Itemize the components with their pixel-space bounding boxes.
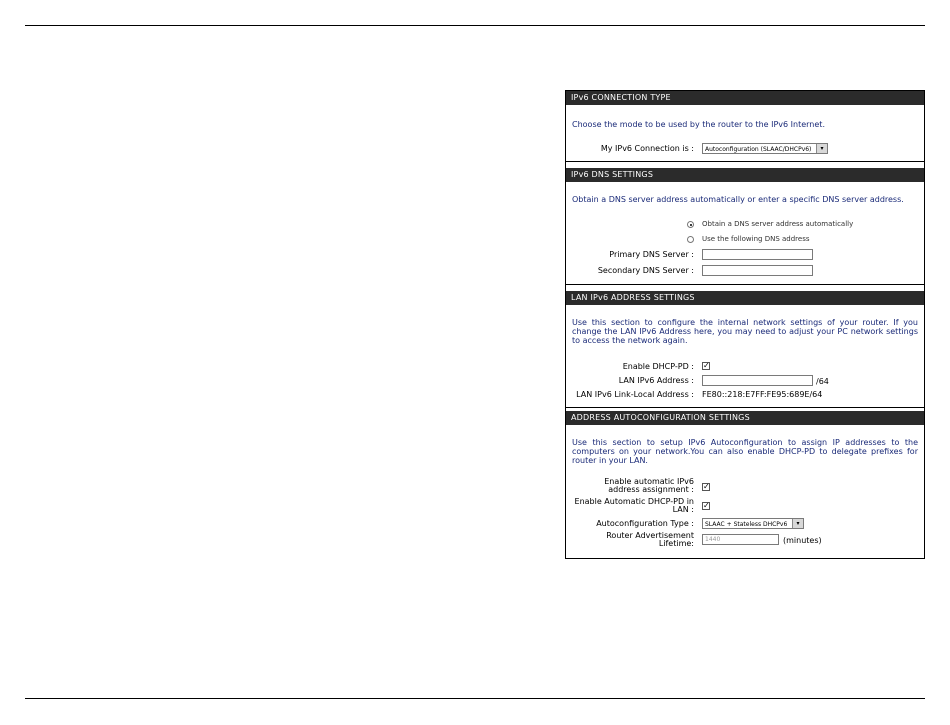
ra-lifetime-label-line2: Lifetime:: [658, 539, 694, 548]
enable-auto-assign-checkbox[interactable]: [702, 483, 710, 491]
chevron-down-icon[interactable]: ▾: [792, 519, 803, 528]
dns-auto-option-label: Obtain a DNS server address automatically: [702, 220, 854, 228]
my-connection-label: My IPv6 Connection is :: [600, 144, 694, 153]
secondary-dns-input[interactable]: [702, 265, 813, 276]
section-divider: [566, 284, 924, 285]
lan-address-row: [566, 375, 924, 387]
dns-auto-radio[interactable]: [687, 221, 694, 228]
autoconf-type-label: Autoconfiguration Type :: [596, 519, 694, 528]
connection-type-selected-value: Autoconfiguration (SLAAC/DHCPv6): [705, 146, 812, 153]
autoconf-type-select[interactable]: [702, 518, 804, 529]
enable-dhcp-pd-label: Enable DHCP-PD :: [622, 362, 694, 371]
dns-settings-header: IPv6 DNS SETTINGS: [566, 168, 924, 182]
dns-manual-radio[interactable]: [687, 236, 694, 243]
enable-dhcppd-lan-label: [575, 498, 694, 514]
autoconf-section: [566, 411, 924, 425]
enable-dhcp-pd-row: [566, 361, 924, 373]
lan-address-label: LAN IPv6 Address :: [618, 376, 694, 385]
dns-manual-option-label: Use the following DNS address: [702, 235, 810, 243]
ra-lifetime-row: [566, 532, 924, 550]
my-connection-row: [566, 143, 924, 155]
connection-type-select[interactable]: [702, 143, 828, 154]
lan-address-input[interactable]: [702, 375, 813, 386]
link-local-row: [566, 390, 924, 402]
checkmark-icon: ✓: [703, 361, 710, 370]
lan-settings-section: [566, 291, 924, 305]
ra-lifetime-input[interactable]: 1440: [702, 534, 779, 545]
ra-lifetime-unit: (minutes): [783, 536, 822, 545]
secondary-dns-label: Secondary DNS Server :: [597, 266, 694, 275]
enable-auto-assign-label: [604, 478, 694, 494]
section-divider: [566, 161, 924, 162]
bottom-rule: [25, 698, 925, 699]
dns-auto-option-row: [566, 220, 924, 232]
primary-dns-input[interactable]: [702, 249, 813, 260]
autoconf-header: ADDRESS AUTOCONFIGURATION SETTINGS: [566, 411, 924, 425]
primary-dns-row: [566, 249, 924, 261]
enable-dhcppd-lan-row: [566, 498, 924, 516]
lan-settings-description: Use this section to configure the internal network settings of your router. If you change the LAN IPv6 Address here, you may need to adjust your PC network settings to access the network again.: [572, 318, 918, 345]
link-local-label: LAN IPv6 Link-Local Address :: [576, 390, 694, 399]
dns-manual-option-row: [566, 235, 924, 247]
autoconf-description: Use this section to setup IPv6 Autoconfiguration to assign IP addresses to the computers on your network.You can also enable DHCP-PD to delegate prefixes for router in your LAN.: [572, 438, 918, 465]
connection-type-section: [566, 91, 924, 105]
dns-settings-section: [566, 168, 924, 182]
enable-dhcppd-lan-label-line2: LAN :: [672, 505, 694, 514]
ipv6-settings-panel: [565, 90, 925, 559]
connection-type-description: Choose the mode to be used by the router to the IPv6 Internet.: [572, 120, 825, 129]
checkmark-icon: ✓: [703, 501, 710, 510]
enable-auto-assign-label-line2: address assignment :: [608, 485, 694, 494]
chevron-down-icon[interactable]: ▾: [816, 144, 827, 153]
secondary-dns-row: [566, 265, 924, 277]
autoconf-type-selected-value: SLAAC + Stateless DHCPv6: [705, 521, 788, 528]
enable-auto-assign-label-line1: Enable automatic IPv6: [604, 477, 694, 486]
lan-settings-header: LAN IPv6 ADDRESS SETTINGS: [566, 291, 924, 305]
enable-dhcppd-lan-label-line1: Enable Automatic DHCP-PD in: [574, 497, 694, 506]
ra-lifetime-label-line1: Router Advertisement: [606, 531, 694, 540]
dns-settings-description: Obtain a DNS server address automatically or enter a specific DNS server address.: [572, 195, 904, 204]
top-rule: [25, 25, 925, 26]
primary-dns-label: Primary DNS Server :: [609, 250, 694, 259]
link-local-value: FE80::218:E7FF:FE95:689E/64: [702, 390, 823, 399]
enable-dhcp-pd-checkbox[interactable]: [702, 362, 710, 370]
checkmark-icon: ✓: [703, 482, 710, 491]
enable-auto-assign-row: [566, 478, 924, 496]
connection-type-header: IPv6 CONNECTION TYPE: [566, 91, 924, 105]
ra-lifetime-label: [606, 532, 694, 548]
enable-dhcppd-lan-checkbox[interactable]: [702, 502, 710, 510]
lan-address-suffix: /64: [816, 377, 829, 386]
autoconf-type-row: [566, 518, 924, 530]
section-divider: [566, 407, 924, 408]
